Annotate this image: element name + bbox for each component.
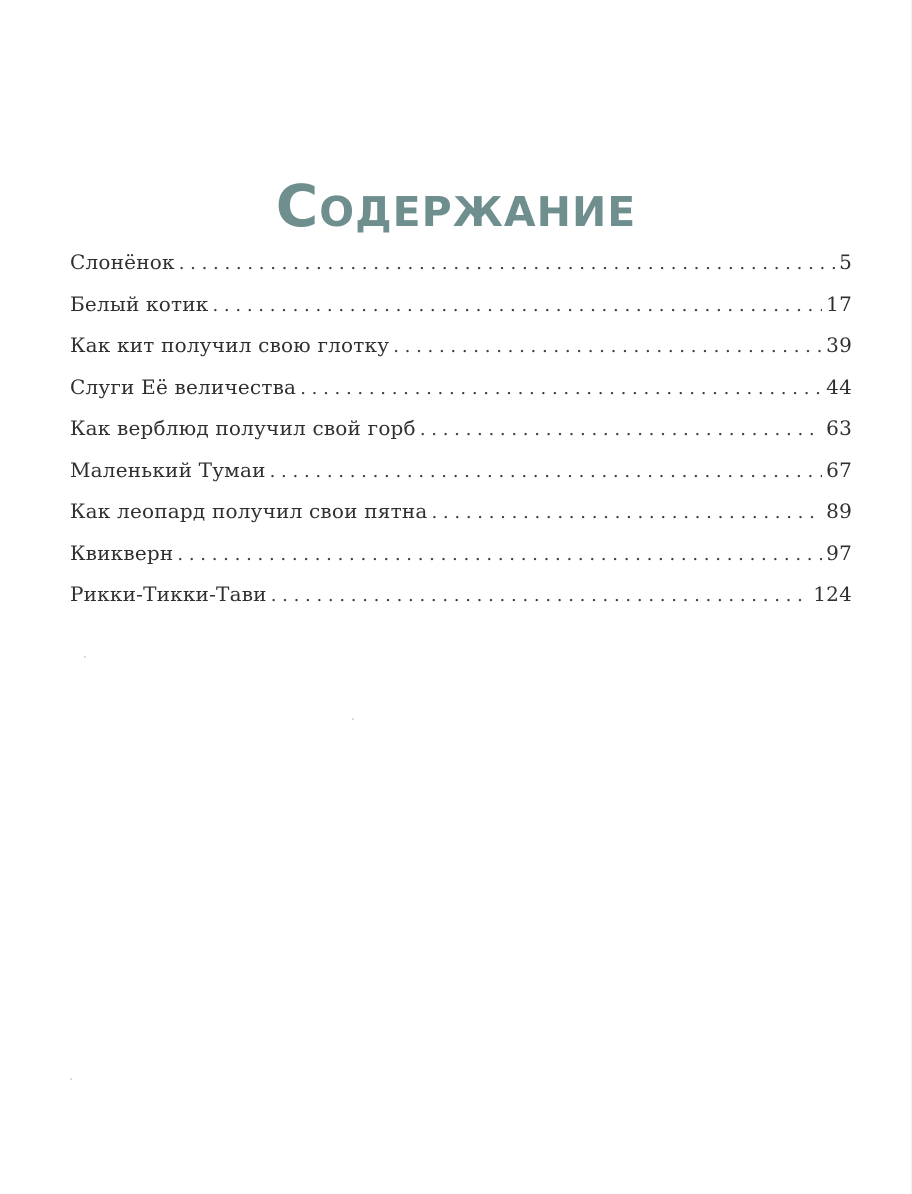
toc-entry[interactable] <box>70 499 852 541</box>
toc-dot-leader <box>420 419 822 440</box>
toc-entry[interactable] <box>70 458 852 500</box>
toc-entry[interactable] <box>70 375 852 417</box>
toc-entry[interactable] <box>70 292 852 334</box>
toc-dot-leader <box>300 378 822 399</box>
toc-entry-title: Белый котик <box>70 291 209 316</box>
toc-entry-title: Слонёнок <box>70 250 175 274</box>
toc-entry-page: 89 <box>826 499 852 523</box>
toc-entry-page: 97 <box>826 540 852 565</box>
toc-dot-leader <box>270 461 823 482</box>
table-of-contents <box>70 250 852 624</box>
toc-entry-page: 67 <box>826 457 852 482</box>
toc-dot-leader <box>393 336 822 357</box>
toc-entry[interactable] <box>70 582 852 624</box>
toc-entry-page: 17 <box>826 291 852 316</box>
toc-entry-page: 5 <box>839 250 852 274</box>
toc-entry[interactable] <box>70 416 852 458</box>
toc-entry-page: 124 <box>813 582 852 606</box>
toc-entry-title: Слуги Её величества <box>70 374 297 399</box>
page-title: Содержание <box>275 171 637 240</box>
toc-entry-page: 63 <box>826 416 852 440</box>
toc-entry[interactable] <box>70 333 852 375</box>
toc-entry-page: 44 <box>826 374 852 399</box>
toc-entry-title: Как верблюд получил свой горб <box>70 416 416 440</box>
toc-entry-title: Как кит получил свою глотку <box>70 333 390 357</box>
toc-dot-leader <box>431 502 822 523</box>
paper-speck <box>70 1078 72 1080</box>
toc-entry-title: Как леопард получил свои пятна <box>70 499 428 523</box>
paper-speck <box>84 656 86 658</box>
toc-entry-title: Рикки-Тикки-Тави <box>70 582 267 606</box>
toc-entry-page: 39 <box>826 333 852 357</box>
toc-entry-title: Маленький Тумаи <box>70 457 266 482</box>
toc-entry-title: Квикверн <box>70 540 174 565</box>
toc-dot-leader <box>271 585 810 606</box>
toc-entry[interactable] <box>70 541 852 583</box>
toc-dot-leader <box>179 253 835 274</box>
toc-dot-leader <box>212 295 822 316</box>
toc-dot-leader <box>177 544 822 565</box>
paper-speck <box>352 718 354 720</box>
toc-entry[interactable] <box>70 250 852 292</box>
